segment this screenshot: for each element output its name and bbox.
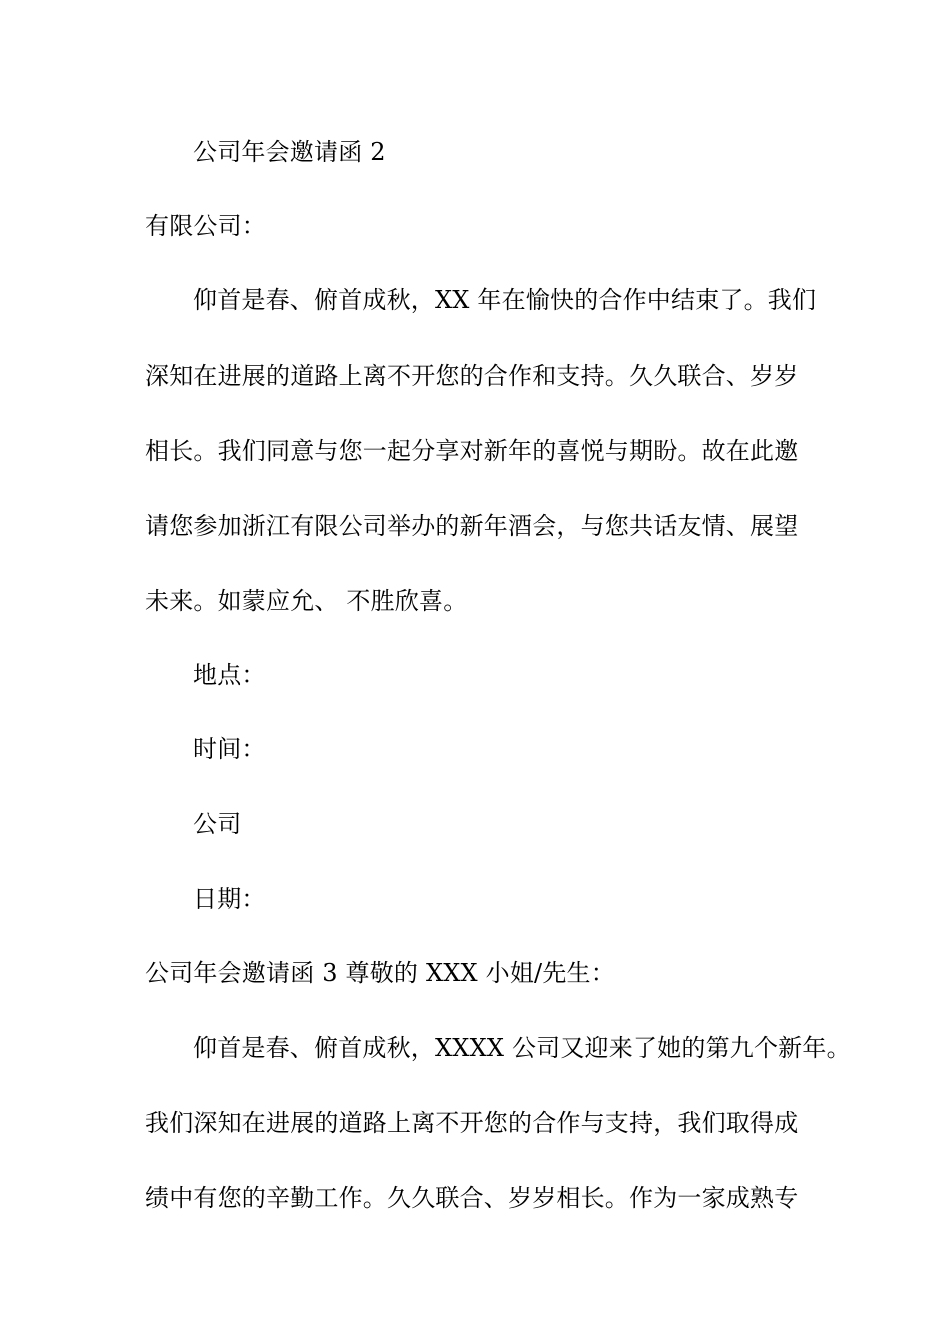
section2-paragraph-line: 仰首是春、俯首成秋，XX 年在愉快的合作中结束了。我们 — [193, 286, 817, 314]
section2-paragraph-line: 深知在进展的道路上离不开您的合作和支持。久久联合、岁岁 — [145, 362, 799, 390]
date-label: 日期： — [193, 885, 266, 913]
section3-heading: 公司年会邀请函 3 尊敬的 XXX 小姐/先生： — [145, 959, 615, 987]
section3-paragraph-line: 我们深知在进展的道路上离不开您的合作与支持，我们取得成 — [145, 1109, 799, 1137]
section2-paragraph-line: 未来。如蒙应允、 不胜欣喜。 — [145, 587, 468, 615]
time-label: 时间： — [193, 735, 266, 763]
section3-paragraph-line: 绩中有您的辛勤工作。久久联合、岁岁相长。作为一家成熟专 — [145, 1184, 799, 1212]
section2-paragraph-line: 请您参加浙江有限公司举办的新年酒会，与您共话友情、展望 — [145, 512, 799, 540]
company-label: 公司 — [193, 810, 242, 838]
section2-salutation: 有限公司： — [145, 212, 266, 240]
location-label: 地点： — [193, 661, 266, 689]
section3-paragraph-line: 仰首是春、俯首成秋，XXXX 公司又迎来了她的第九个新年。 — [193, 1034, 851, 1062]
section2-title: 公司年会邀请函 2 — [193, 138, 386, 166]
section2-paragraph-line: 相长。我们同意与您一起分享对新年的喜悦与期盼。故在此邀 — [145, 437, 799, 465]
